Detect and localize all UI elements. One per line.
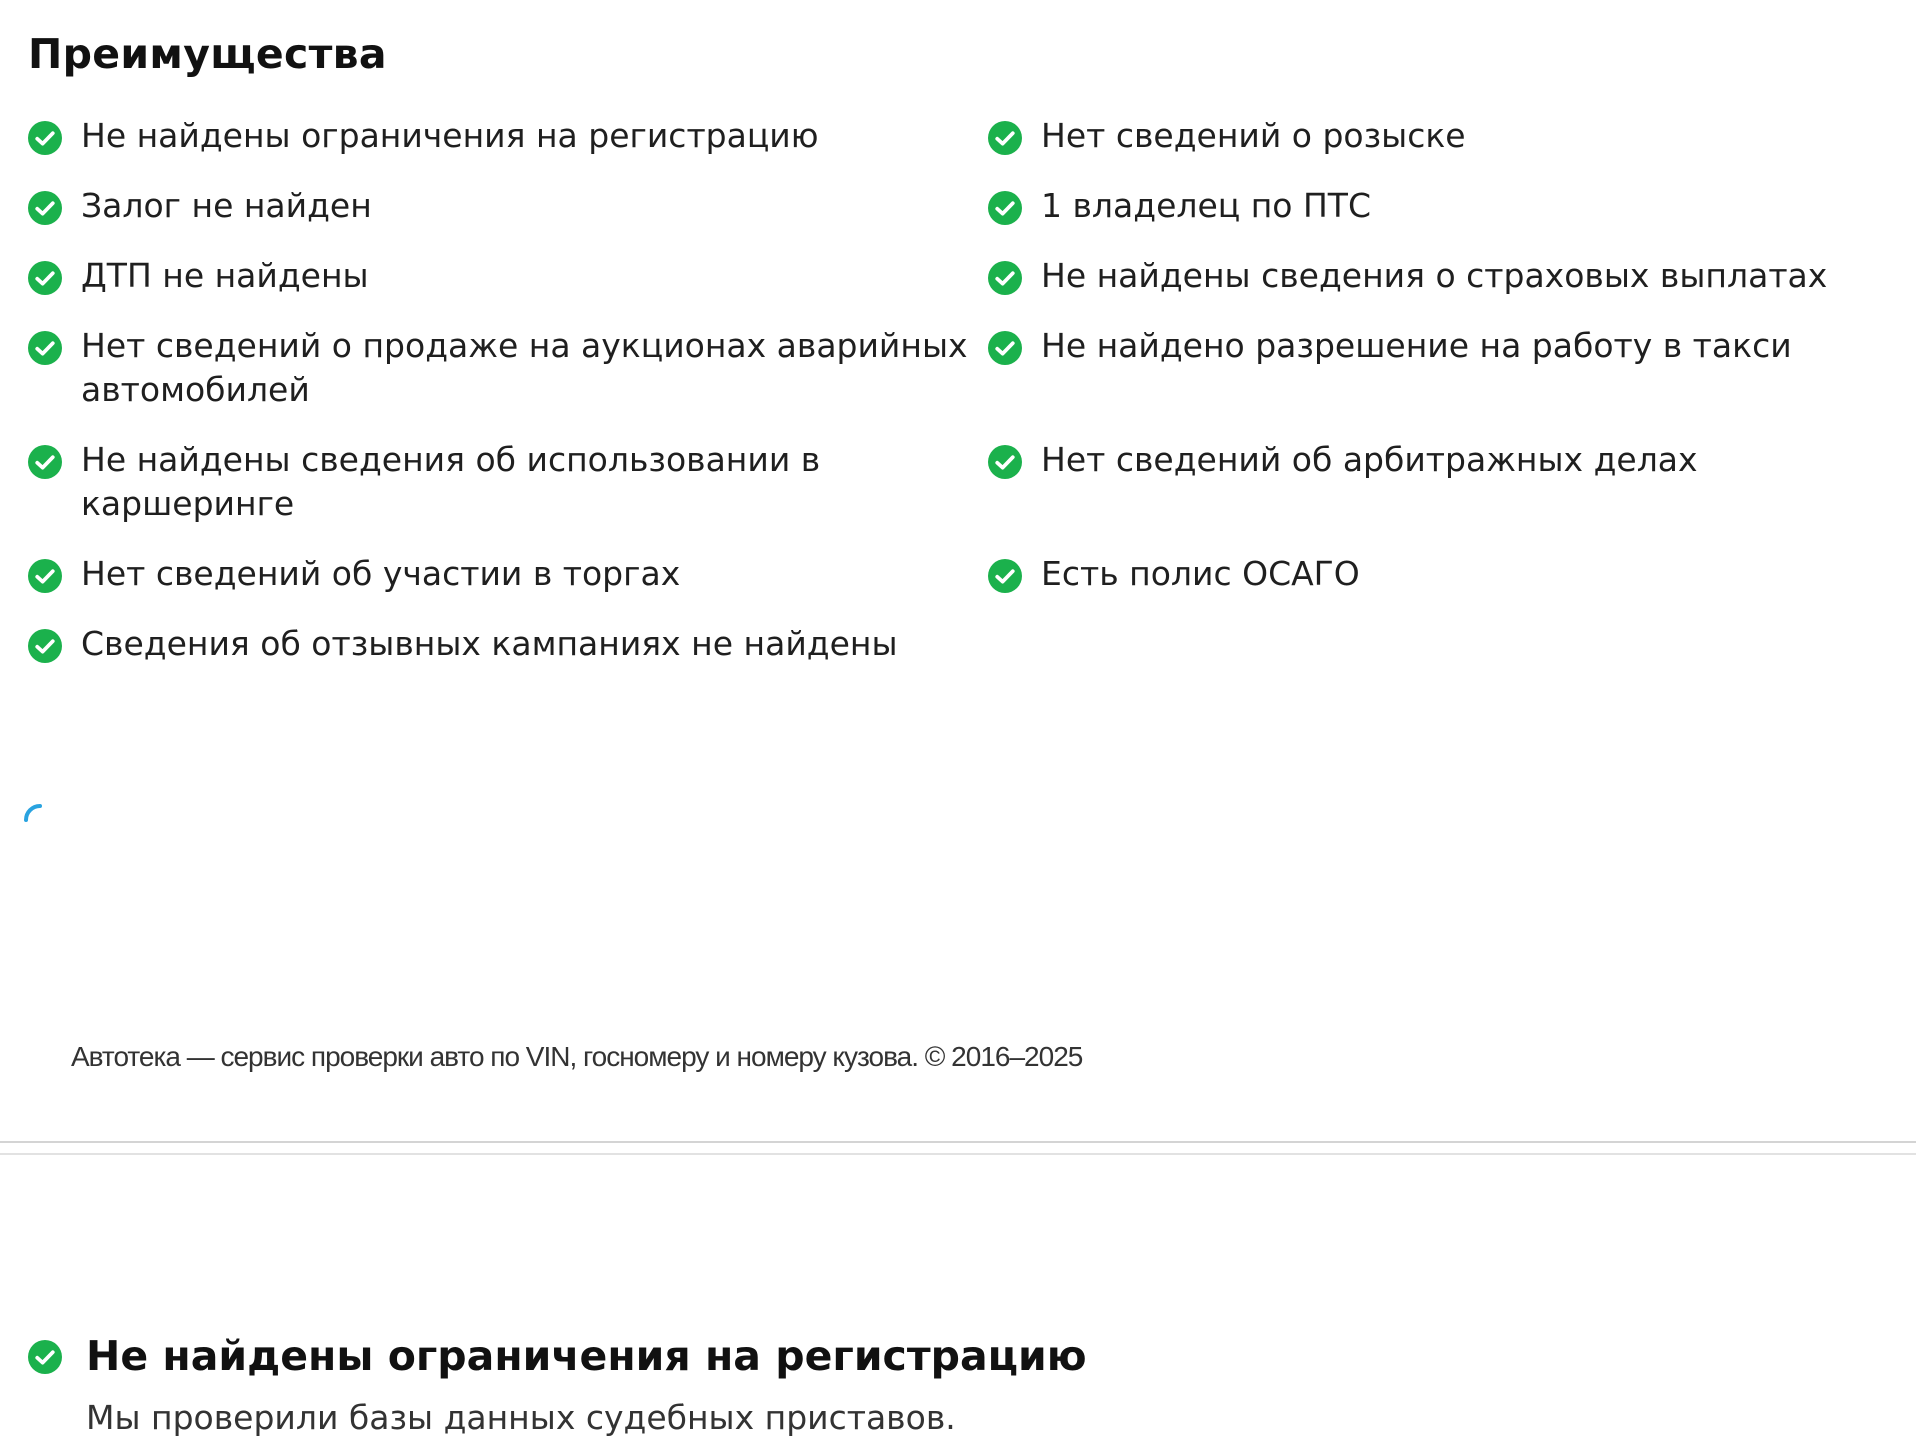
section-divider [0, 1141, 1916, 1155]
advantage-item [28, 184, 968, 228]
check-circle-icon [28, 559, 62, 593]
detail-description: Мы проверили базы данных судебных приставов. [86, 1398, 956, 1437]
detail-title [28, 1330, 1888, 1382]
advantage-label: Нет сведений о продаже на аукционах аварийных автомобилей [81, 326, 968, 409]
check-circle-icon [28, 261, 62, 295]
advantage-item [988, 324, 1898, 368]
advantage-item [28, 324, 968, 412]
advantage-item [988, 438, 1898, 482]
advantage-label: Нет сведений об участии в торгах [81, 554, 681, 593]
detail-title-text: Не найдены ограничения на регистрацию [86, 1332, 1087, 1380]
check-circle-icon [28, 629, 62, 663]
advantage-item [28, 254, 968, 298]
check-circle-icon [28, 331, 62, 365]
advantage-item [28, 438, 968, 526]
check-circle-icon [988, 331, 1022, 365]
advantage-label: Нет сведений об арбитражных делах [1041, 440, 1698, 479]
advantages-list-left [28, 114, 968, 692]
advantage-label: Не найдено разрешение на работу в такси [1041, 326, 1792, 365]
advantage-label: Не найдены ограничения на регистрацию [81, 116, 819, 155]
advantage-label: 1 владелец по ПТС [1041, 186, 1371, 225]
check-circle-icon [988, 261, 1022, 295]
advantage-label: Не найдены сведения о страховых выплатах [1041, 256, 1828, 295]
advantage-item [28, 114, 968, 158]
check-circle-icon [988, 191, 1022, 225]
advantage-label: ДТП не найдены [81, 256, 369, 295]
advantage-label: Залог не найден [81, 186, 372, 225]
advantages-title: Преимущества [28, 30, 387, 78]
check-circle-icon [988, 445, 1022, 479]
advantage-item [28, 622, 968, 666]
advantage-label: Есть полис ОСАГО [1041, 554, 1360, 593]
advantage-item [988, 254, 1898, 298]
check-circle-icon [988, 121, 1022, 155]
advantage-label: Не найдены сведения об использовании в каршеринге [81, 440, 821, 523]
loading-spinner-icon [22, 798, 58, 834]
advantage-item [988, 184, 1898, 228]
advantage-item [28, 552, 968, 596]
check-circle-icon [988, 559, 1022, 593]
footer-copyright: Автотека — сервис проверки авто по VIN, госномеру и номеру кузова. © 2016–2025 [71, 1041, 1083, 1072]
detail-section [28, 1330, 1888, 1440]
advantage-item [988, 114, 1898, 158]
advantage-label: Сведения об отзывных кампаниях не найдены [81, 624, 898, 663]
advantages-list-right [988, 114, 1898, 622]
check-circle-icon [28, 191, 62, 225]
check-circle-icon [28, 121, 62, 155]
advantage-item [988, 552, 1898, 596]
advantage-label: Нет сведений о розыске [1041, 116, 1466, 155]
check-circle-icon [28, 1340, 62, 1374]
check-circle-icon [28, 445, 62, 479]
